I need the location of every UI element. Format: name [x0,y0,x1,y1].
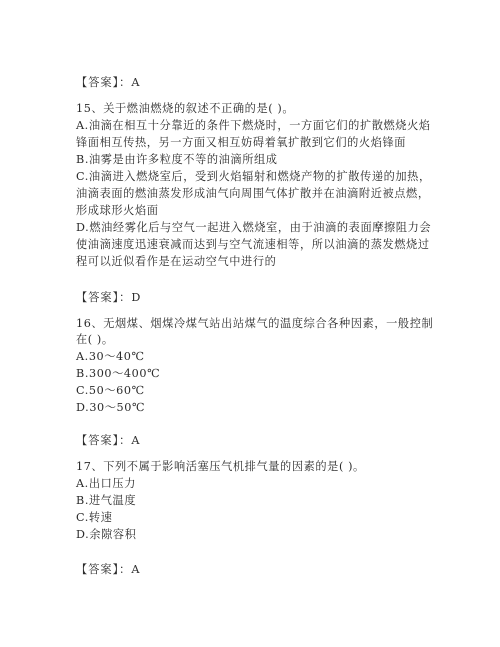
q17-option-a: A.出口压力 [76,477,136,490]
q15-option-c-line-2: 油滴表面的燃油蒸发形成油气向周围气体扩散并在油滴附近被点燃， [76,187,430,200]
q17-option-b: B.进气温度 [76,494,137,507]
q15-option-c-line-1: C.油滴进入燃烧室后，受到火焰辐射和燃烧产物的扩散传递的加热， [76,170,431,183]
q15-option-b: B.油雾是由许多粒度不等的油滴所组成 [76,153,278,166]
q15-option-d-line-3: 程可以近似看作是在运动空气中进行的 [76,255,277,268]
q15-option-d-line-2: 使油滴速度迅速衰减而达到与空气流速相等，所以油滴的蒸发燃烧过 [76,238,430,251]
q16-option-d: D.30～50℃ [76,401,146,414]
answer-line: 【答案】：A [76,563,141,576]
q15-option-a-line-2: 锋面相互传热，另一方面又相互妨碍着氧扩散到它们的火焰锋面 [76,136,407,149]
q15-option-a-line-1: A.油滴在相互十分靠近的条件下燃烧时，一方面它们的扩散燃烧火焰 [76,119,431,132]
answer-line: 【答案】：A [76,76,141,89]
q17-option-d: D.余隙容积 [76,528,137,541]
q16-option-b: B.300～400℃ [76,367,161,380]
question-15-text: 15、关于燃油燃烧的叙述不正确的是( )。 [76,102,295,115]
question-16-text-line-1: 16、无烟煤、烟煤冷煤气站出站煤气的温度综合各种因素，一般控制 [76,317,434,330]
question-17-text: 17、下列不属于影响活塞压气机排气量的因素的是( )。 [76,460,365,473]
q15-option-d-line-1: D.燃油经雾化后与空气一起进入燃烧室，由于油滴的表面摩擦阻力会 [76,221,432,234]
answer-line: 【答案】：A [76,434,141,447]
q16-option-c: C.50～60℃ [76,384,145,397]
q17-option-c: C.转速 [76,511,113,524]
question-16-text-line-2: 在( )。 [76,333,114,346]
q15-option-c-line-3: 形成球形火焰面 [76,204,159,217]
q16-option-a: A.30～40℃ [76,350,145,363]
answer-line: 【答案】：D [76,291,142,304]
